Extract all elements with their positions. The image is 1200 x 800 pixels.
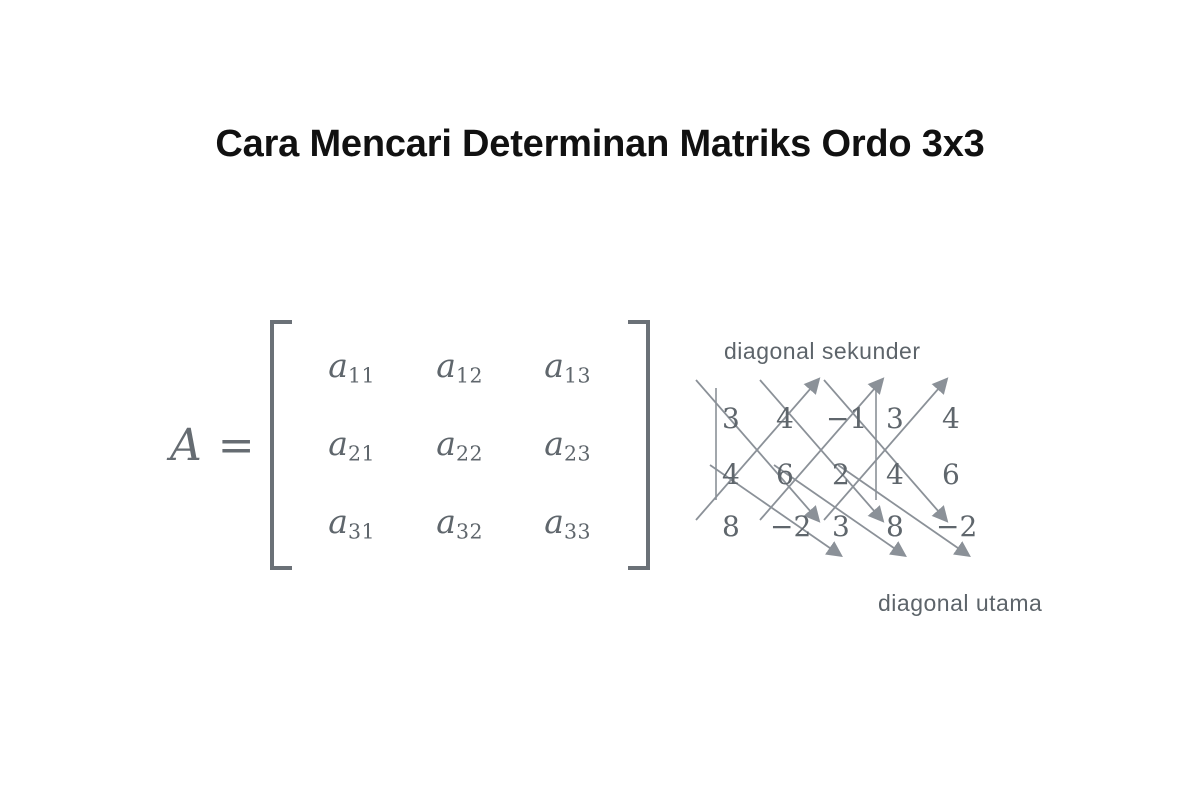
sarrus-number: −1 <box>826 402 868 435</box>
matrix-grid <box>292 320 628 570</box>
matrix-bracket-left <box>270 320 292 570</box>
matrix-definition-figure <box>170 320 650 570</box>
matrix-cell: $a_{21}$ <box>328 424 375 466</box>
matrix-name: A <box>170 419 203 471</box>
diagonal-sekunder-label: diagonal sekunder <box>724 338 921 364</box>
sarrus-number-repeat: −2 <box>936 510 978 543</box>
sarrus-number: 6 <box>776 458 794 491</box>
matrix-cell: $a_{22}$ <box>436 424 483 466</box>
matrix-cell: $a_{33}$ <box>544 502 591 544</box>
sarrus-number: 8 <box>722 510 740 543</box>
matrix-bracket-right <box>628 320 650 570</box>
sarrus-number: 3 <box>722 402 740 435</box>
matrix-cell: $a_{12}$ <box>436 346 483 388</box>
sarrus-number-repeat: 4 <box>886 458 904 491</box>
matrix-cell: $a_{23}$ <box>544 424 591 466</box>
sarrus-number: 4 <box>722 458 740 491</box>
sarrus-number-repeat: 6 <box>942 458 960 491</box>
sarrus-rule-diagram <box>690 310 1110 640</box>
matrix-cell: $a_{32}$ <box>436 502 483 544</box>
matrix-cell: $a_{31}$ <box>328 502 375 544</box>
matrix-cell: $a_{11}$ <box>328 346 375 388</box>
sarrus-number: 4 <box>776 402 794 435</box>
sarrus-arrows-svg <box>690 370 1070 600</box>
diagonal-utama-label: diagonal utama <box>878 590 1043 616</box>
sarrus-number: 3 <box>832 510 850 543</box>
sarrus-number: 2 <box>832 458 850 491</box>
sarrus-number-repeat: 4 <box>942 402 960 435</box>
sarrus-number: −2 <box>770 510 812 543</box>
equals-sign: = <box>217 419 256 471</box>
matrix-cell: $a_{13}$ <box>544 346 591 388</box>
sarrus-number-repeat: 3 <box>886 402 904 435</box>
matrix-name-label <box>170 420 256 471</box>
page-title: Cara Mencari Determinan Matriks Ordo 3x3 <box>215 123 985 166</box>
figure-area <box>0 300 1200 660</box>
sarrus-number-repeat: 8 <box>886 510 904 543</box>
